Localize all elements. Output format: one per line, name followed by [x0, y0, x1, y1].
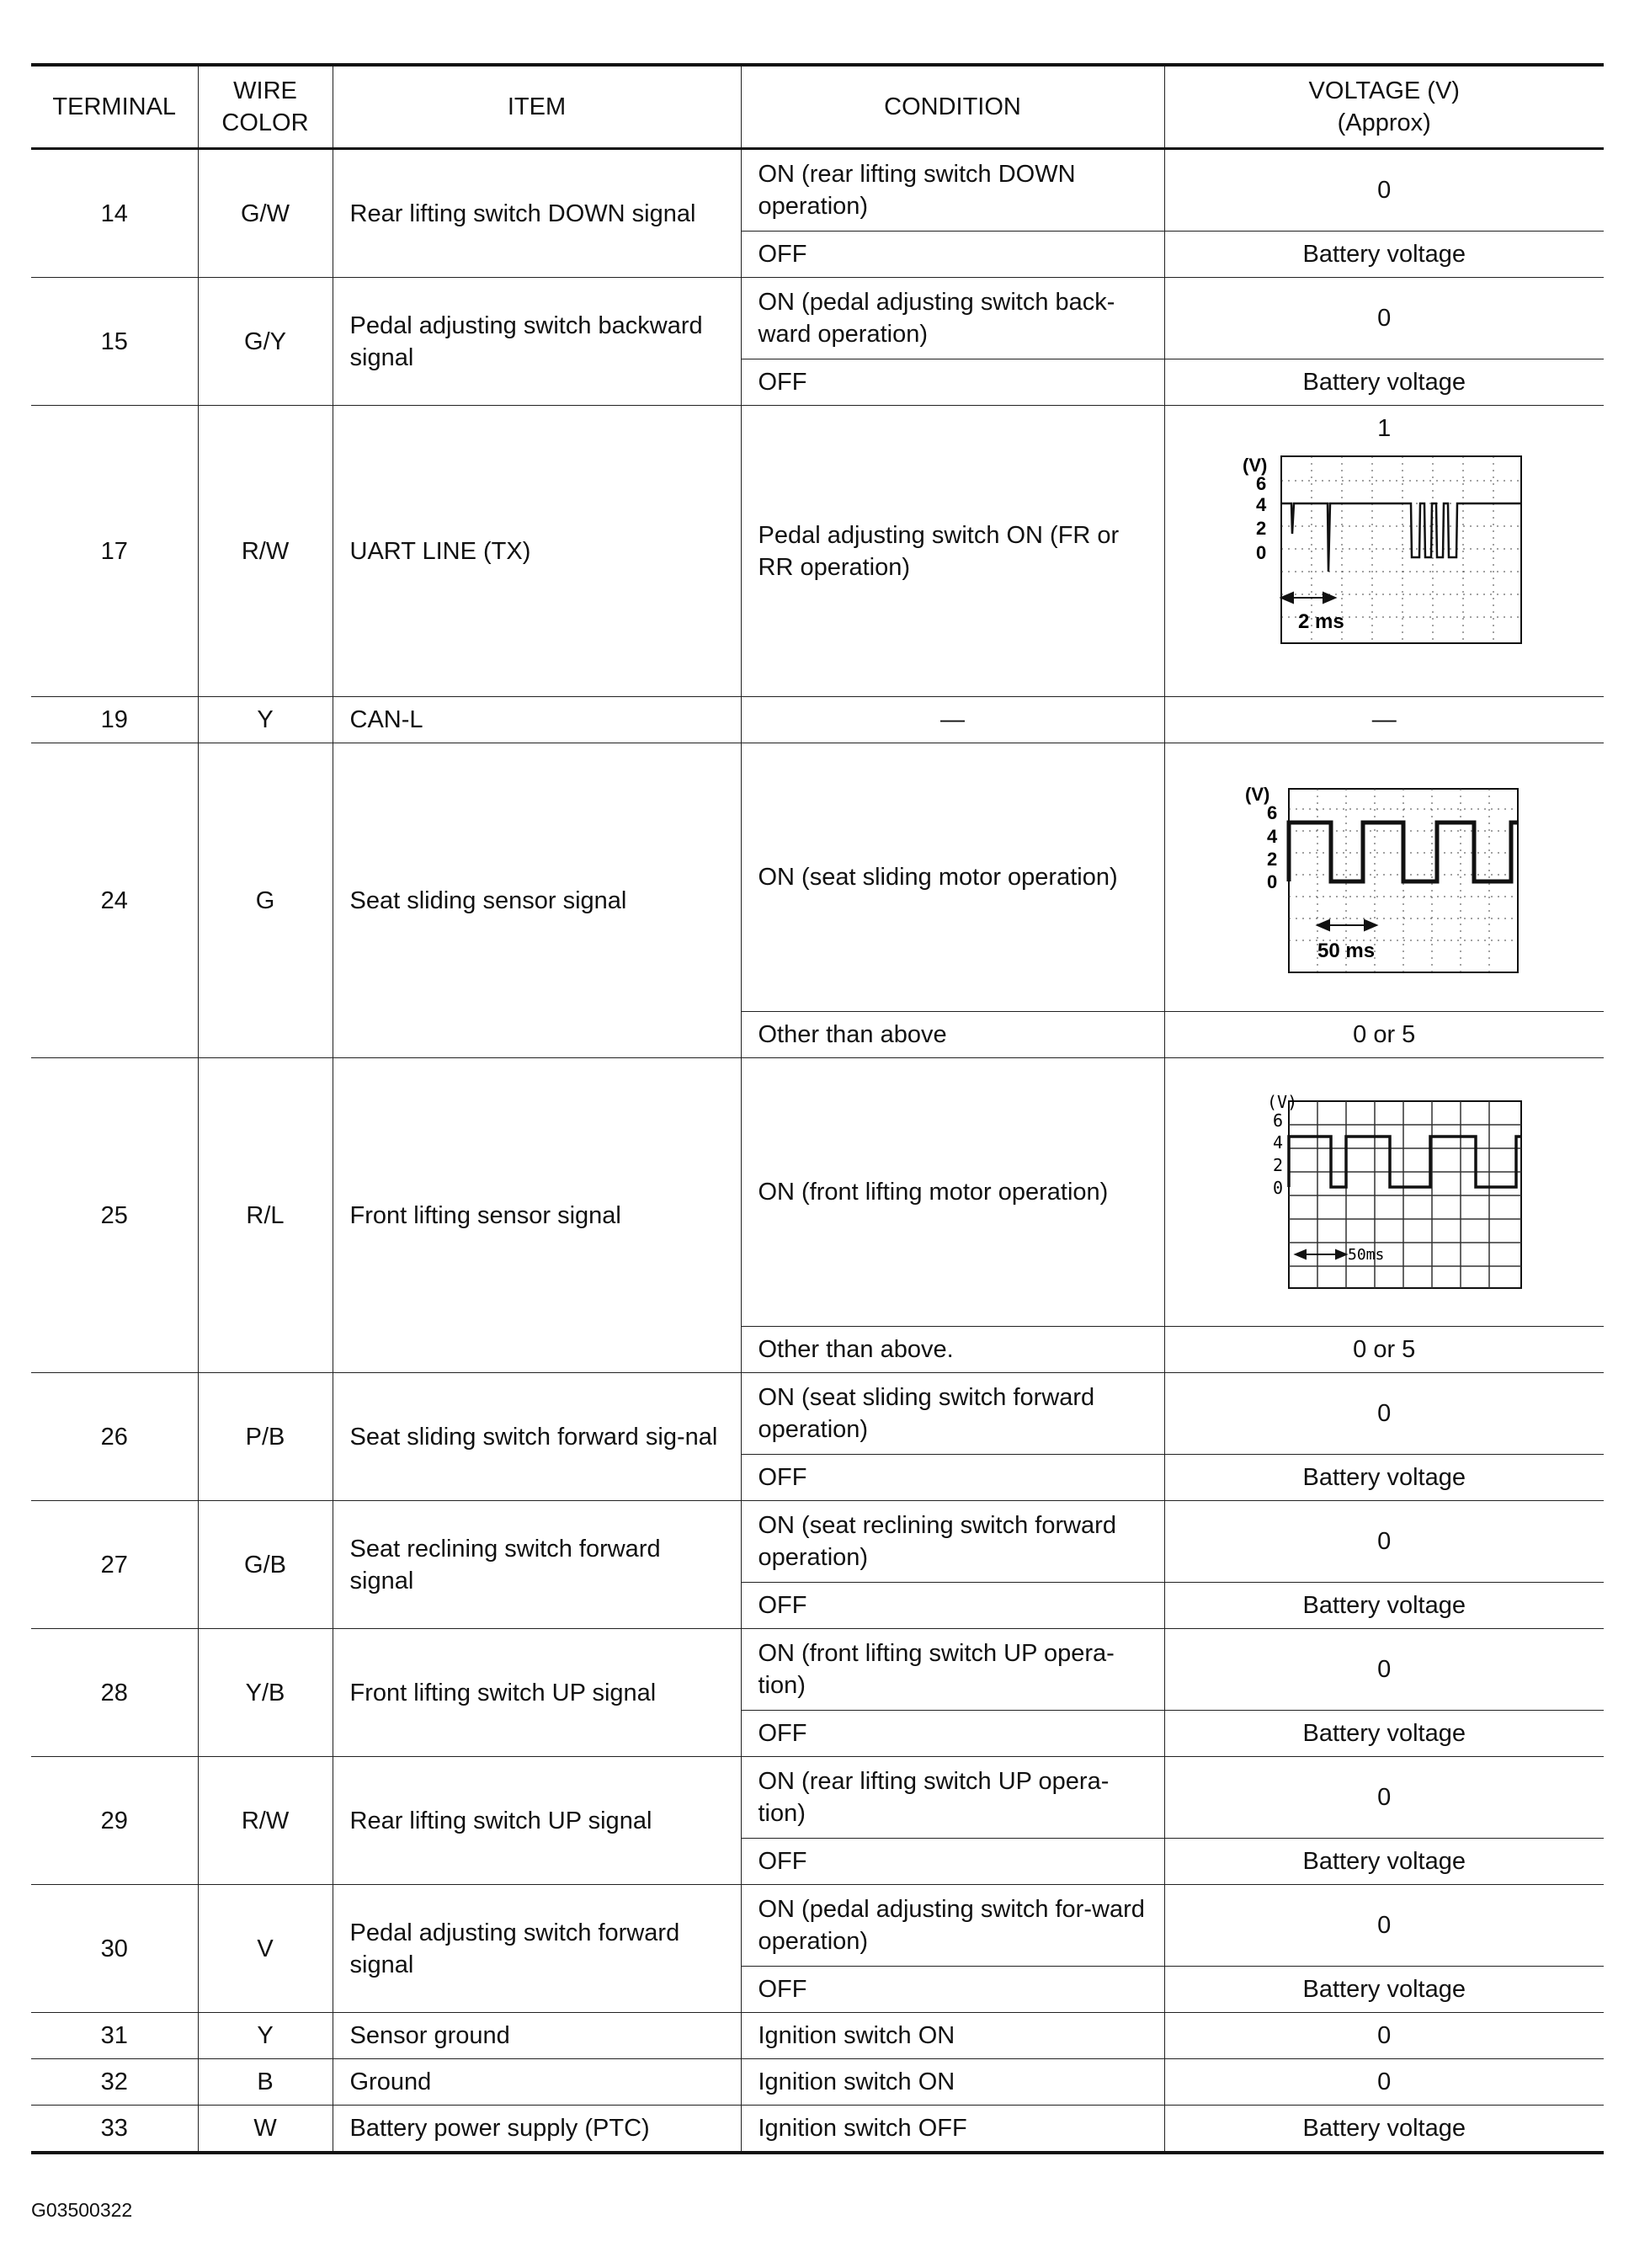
condition-cell: Other than above. — [741, 1327, 1164, 1373]
condition-cell: ON (seat sliding switch forward operation) — [741, 1373, 1164, 1455]
waveform-figure-number: 1 — [1377, 415, 1392, 442]
voltage-cell: 0 — [1164, 1757, 1604, 1839]
condition-cell: Other than above — [741, 1012, 1164, 1058]
voltage-cell — [1164, 1058, 1604, 1327]
table-row — [31, 1757, 1604, 1839]
voltage-cell: 0 — [1164, 1629, 1604, 1711]
terminal-cell: 29 — [31, 1757, 198, 1885]
voltage-cell: 0 or 5 — [1164, 1327, 1604, 1373]
terminal-cell: 19 — [31, 697, 198, 743]
voltage-cell: 0 — [1164, 2013, 1604, 2059]
sliding-time-arrow — [1317, 920, 1376, 930]
voltage-cell: 0 — [1164, 2059, 1604, 2106]
table-row — [31, 743, 1604, 1012]
terminal-cell: 33 — [31, 2106, 198, 2154]
uart-y-tick-2: 2 — [1256, 518, 1267, 539]
voltage-cell: 0 or 5 — [1164, 1012, 1604, 1058]
table-row — [31, 1501, 1604, 1583]
item-cell: Ground — [333, 2059, 741, 2106]
condition-cell: ON (seat sliding motor operation) — [741, 743, 1164, 1012]
condition-cell: OFF — [741, 359, 1164, 406]
item-cell: Seat reclining switch forward signal — [333, 1501, 741, 1629]
sliding-y-tick-2: 2 — [1267, 849, 1278, 870]
terminal-cell: 30 — [31, 1885, 198, 2013]
wire-color-cell: Y — [198, 2013, 333, 2059]
voltage-cell: — — [1164, 697, 1604, 743]
wire-color-cell: G/B — [198, 1501, 333, 1629]
voltage-cell: 0 — [1164, 149, 1604, 232]
condition-cell: OFF — [741, 1711, 1164, 1757]
wire-color-cell: Y/B — [198, 1629, 333, 1757]
voltage-cell: Battery voltage — [1164, 1455, 1604, 1501]
wire-color-cell: R/W — [198, 1757, 333, 1885]
item-cell: Rear lifting switch UP signal — [333, 1757, 741, 1885]
uart-signal-trace — [1281, 503, 1521, 572]
condition-cell: ON (front lifting switch UP opera-tion) — [741, 1629, 1164, 1711]
uart-y-tick-6: 6 — [1256, 473, 1267, 494]
item-cell: Seat sliding switch forward sig-nal — [333, 1373, 741, 1501]
item-cell: UART LINE (TX) — [333, 406, 741, 697]
item-cell: Sensor ground — [333, 2013, 741, 2059]
table-header-row — [31, 65, 1604, 149]
wire-color-cell: G/W — [198, 149, 333, 278]
voltage-cell: 0 — [1164, 1501, 1604, 1583]
condition-cell: ON (seat reclining switch forward operation) — [741, 1501, 1164, 1583]
sliding-y-tick-0: 0 — [1267, 871, 1278, 892]
wire-color-cell: W — [198, 2106, 333, 2154]
terminal-cell: 26 — [31, 1373, 198, 1501]
table-row — [31, 1373, 1604, 1455]
voltage-cell: Battery voltage — [1164, 2106, 1604, 2154]
condition-cell: OFF — [741, 1839, 1164, 1885]
wire-color-cell: Y — [198, 697, 333, 743]
table-row — [31, 406, 1604, 697]
uart-waveform-graph — [1241, 450, 1527, 647]
condition-cell: Ignition switch ON — [741, 2013, 1164, 2059]
condition-cell: OFF — [741, 1583, 1164, 1629]
terminal-voltage-table — [31, 63, 1604, 2154]
condition-cell: ON (rear lifting switch UP opera-tion) — [741, 1757, 1164, 1839]
voltage-cell: 0 — [1164, 1885, 1604, 1967]
item-cell: Battery power supply (PTC) — [333, 2106, 741, 2154]
table-row — [31, 1058, 1604, 1327]
wire-color-cell: B — [198, 2059, 333, 2106]
voltage-cell: 0 — [1164, 1373, 1604, 1455]
condition-cell: ON (pedal adjusting switch for-ward operation) — [741, 1885, 1164, 1967]
condition-cell: — — [741, 697, 1164, 743]
terminal-cell: 27 — [31, 1501, 198, 1629]
condition-cell: OFF — [741, 1967, 1164, 2013]
terminal-cell: 32 — [31, 2059, 198, 2106]
wire-color-cell: G — [198, 743, 333, 1058]
terminal-cell: 31 — [31, 2013, 198, 2059]
sliding-unit-label: (V) — [1245, 784, 1270, 805]
header-item: ITEM — [333, 65, 741, 149]
terminal-cell: 17 — [31, 406, 198, 697]
header-wire-color: WIRE COLOR — [198, 65, 333, 149]
lifting-y-tick-4: 4 — [1273, 1132, 1284, 1153]
voltage-cell: 0 — [1164, 278, 1604, 359]
wire-color-cell: V — [198, 1885, 333, 2013]
table-row — [31, 2106, 1604, 2154]
voltage-cell: Battery voltage — [1164, 359, 1604, 406]
uart-y-tick-0: 0 — [1256, 542, 1267, 563]
condition-cell: ON (front lifting motor operation) — [741, 1058, 1164, 1327]
lifting-y-tick-2: 2 — [1273, 1155, 1284, 1175]
table-row — [31, 2013, 1604, 2059]
lifting-waveform-graph — [1245, 1091, 1523, 1293]
terminal-cell: 15 — [31, 278, 198, 406]
voltage-cell: Battery voltage — [1164, 1967, 1604, 2013]
terminal-table-sheet — [31, 63, 1604, 2154]
condition-cell: ON (rear lifting switch DOWN operation) — [741, 149, 1164, 232]
table-row — [31, 1629, 1604, 1711]
lifting-grid-frame — [1289, 1101, 1521, 1288]
item-cell: CAN-L — [333, 697, 741, 743]
item-cell: Rear lifting switch DOWN signal — [333, 149, 741, 278]
wire-color-cell: P/B — [198, 1373, 333, 1501]
table-row — [31, 1885, 1604, 1967]
condition-cell: Pedal adjusting switch ON (FR or RR operation) — [741, 406, 1164, 697]
sliding-waveform-graph — [1245, 780, 1523, 974]
wire-color-cell: G/Y — [198, 278, 333, 406]
header-terminal: TERMINAL — [31, 65, 198, 149]
lifting-time-label: 50ms — [1348, 1246, 1385, 1264]
lifting-y-tick-0: 0 — [1273, 1178, 1284, 1198]
sliding-time-label: 50 ms — [1317, 940, 1376, 962]
item-cell: Pedal adjusting switch forward signal — [333, 1885, 741, 2013]
uart-unit-label: (V) — [1243, 455, 1268, 476]
table-row — [31, 149, 1604, 232]
voltage-cell: Battery voltage — [1164, 1839, 1604, 1885]
wire-color-cell: R/W — [198, 406, 333, 697]
voltage-cell — [1164, 406, 1604, 697]
header-voltage: VOLTAGE (V) (Approx) — [1164, 65, 1604, 149]
item-cell: Pedal adjusting switch backward signal — [333, 278, 741, 406]
uart-time-label: 2 ms — [1298, 610, 1344, 633]
uart-y-tick-4: 4 — [1256, 494, 1267, 515]
item-cell: Front lifting sensor signal — [333, 1058, 741, 1373]
terminal-cell: 24 — [31, 743, 198, 1058]
item-cell: Front lifting switch UP signal — [333, 1629, 741, 1757]
voltage-cell: Battery voltage — [1164, 1711, 1604, 1757]
lifting-unit-label: (V) — [1267, 1092, 1298, 1112]
terminal-cell: 25 — [31, 1058, 198, 1373]
header-condition: CONDITION — [741, 65, 1164, 149]
voltage-cell: Battery voltage — [1164, 232, 1604, 278]
voltage-cell: Battery voltage — [1164, 1583, 1604, 1629]
table-row — [31, 2059, 1604, 2106]
table-row — [31, 278, 1604, 359]
table-row — [31, 697, 1604, 743]
terminal-cell: 28 — [31, 1629, 198, 1757]
item-cell: Seat sliding sensor signal — [333, 743, 741, 1058]
sliding-y-tick-6: 6 — [1267, 802, 1278, 823]
condition-cell: OFF — [741, 232, 1164, 278]
terminal-cell: 14 — [31, 149, 198, 278]
lifting-y-tick-6: 6 — [1273, 1110, 1284, 1131]
sliding-y-tick-4: 4 — [1267, 826, 1278, 847]
condition-cell: Ignition switch ON — [741, 2059, 1164, 2106]
figure-code: G03500322 — [31, 2199, 133, 2221]
condition-cell: Ignition switch OFF — [741, 2106, 1164, 2154]
condition-cell: ON (pedal adjusting switch back-ward operation) — [741, 278, 1164, 359]
wire-color-cell: R/L — [198, 1058, 333, 1373]
condition-cell: OFF — [741, 1455, 1164, 1501]
voltage-cell — [1164, 743, 1604, 1012]
